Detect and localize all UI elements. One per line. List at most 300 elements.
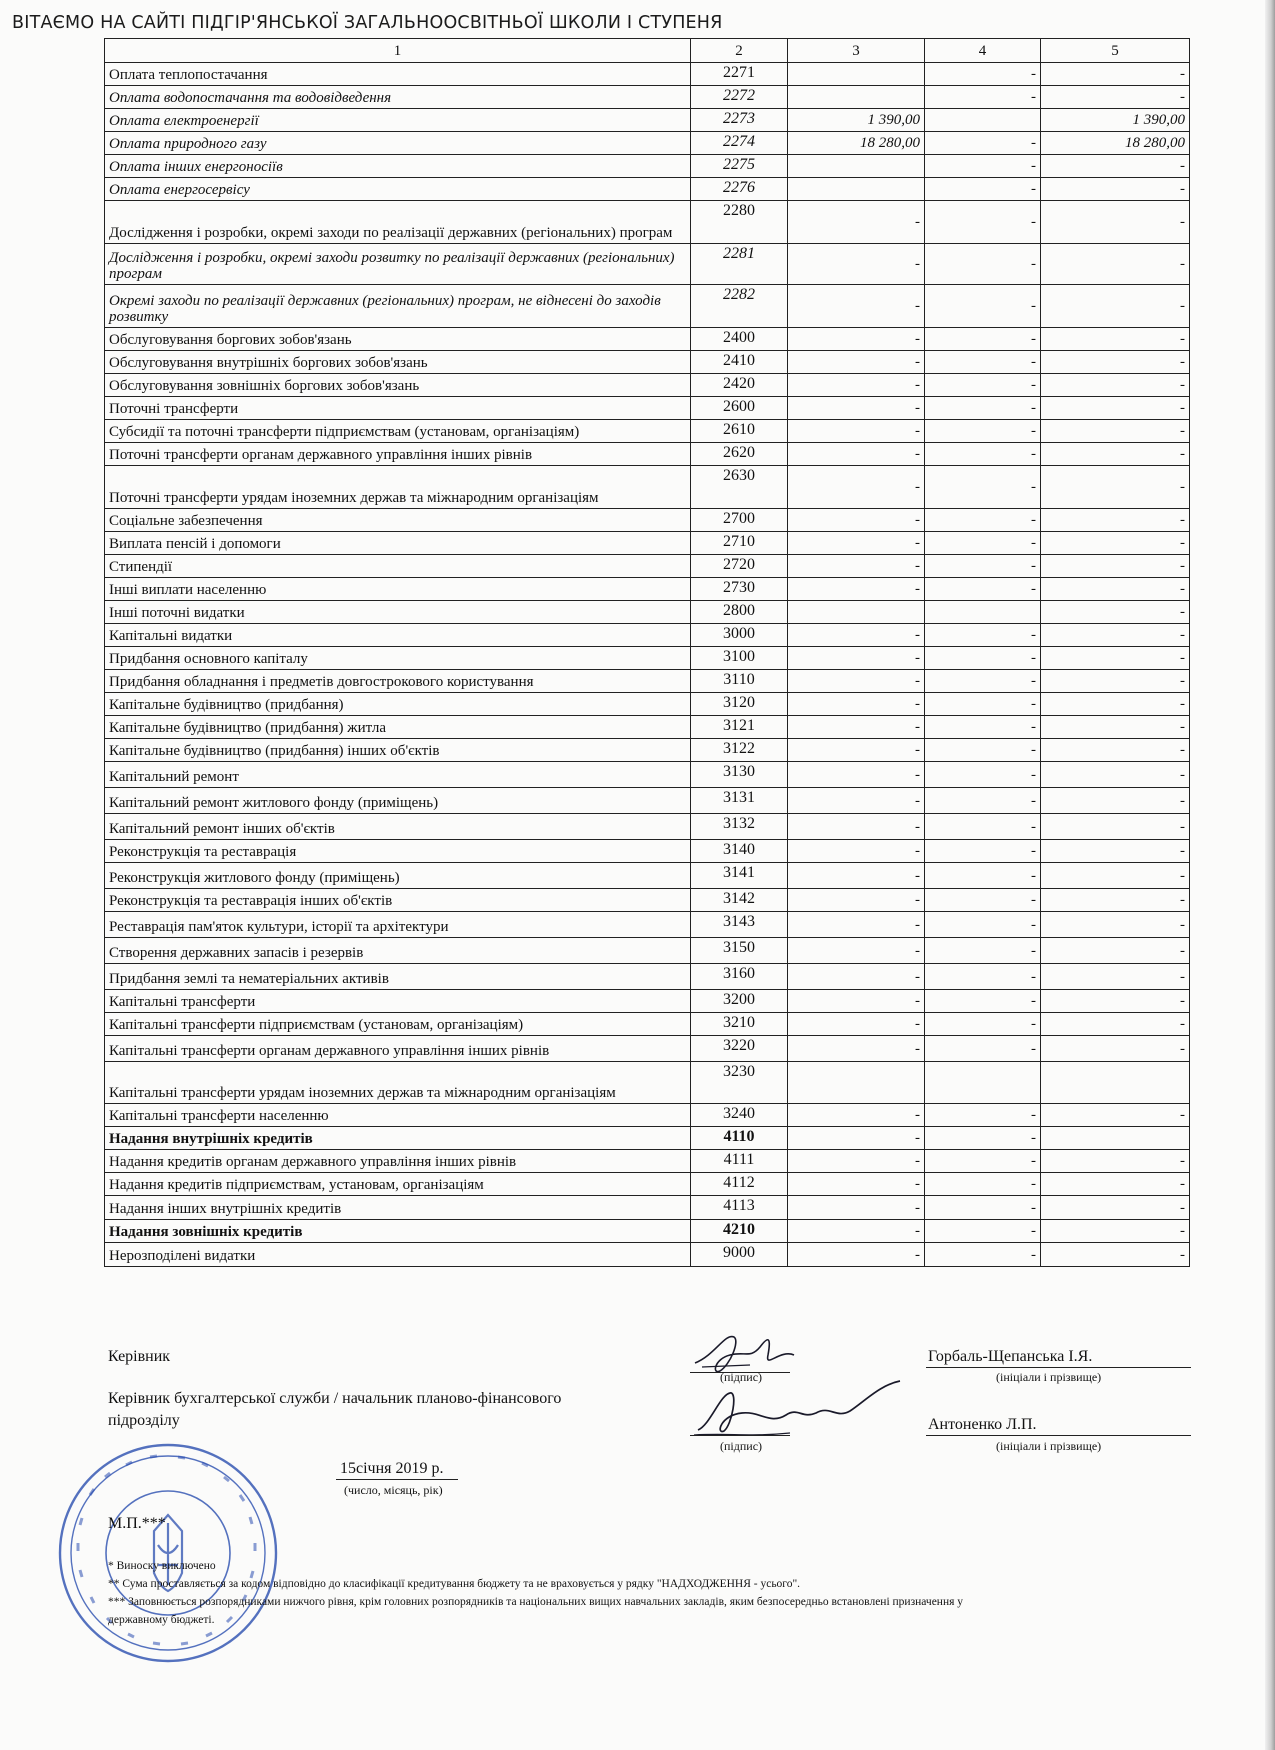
table-row	[105, 1173, 1190, 1196]
table-row	[105, 397, 1190, 420]
row-amount-col5: -	[1041, 328, 1190, 351]
row-amount-col4: -	[925, 374, 1041, 397]
column-header: 4	[925, 39, 1041, 63]
table-row	[105, 178, 1190, 201]
row-amount-col3: -	[788, 670, 925, 693]
row-code: 4113	[691, 1196, 788, 1220]
row-name: Оплата інших енергоносіїв	[105, 155, 691, 178]
row-amount-col3	[788, 63, 925, 86]
column-header: 3	[788, 39, 925, 63]
row-amount-col5: -	[1041, 788, 1190, 814]
row-amount-col5: -	[1041, 509, 1190, 532]
row-amount-col3: -	[788, 1104, 925, 1127]
table-row	[105, 443, 1190, 466]
row-amount-col3: -	[788, 739, 925, 762]
row-code: 3132	[691, 814, 788, 840]
row-name: Капітальне будівництво (придбання) інших об'єктів	[105, 739, 691, 762]
table-row	[105, 285, 1190, 328]
row-code: 3210	[691, 1013, 788, 1036]
row-code: 4110	[691, 1127, 788, 1150]
row-name: Дослідження і розробки, окремі заходи по реалізації державних (регіональних) програм	[105, 201, 691, 244]
row-code: 2272	[691, 86, 788, 109]
row-code: 3130	[691, 762, 788, 788]
row-name: Капітальні трансферти	[105, 990, 691, 1013]
footnote-2: ** Сума проставляється за кодом відповідно до класифікації кредитування бюджету та не враховується у рядку "НАДХОДЖЕННЯ - усього".	[108, 1578, 801, 1590]
row-amount-col4: -	[925, 509, 1041, 532]
row-name: Субсидії та поточні трансферти підприємствам (установам, організаціям)	[105, 420, 691, 443]
row-code: 2720	[691, 555, 788, 578]
row-amount-col4: -	[925, 647, 1041, 670]
row-code: 3160	[691, 964, 788, 990]
row-amount-col3	[788, 601, 925, 624]
table-row	[105, 739, 1190, 762]
table-row	[105, 555, 1190, 578]
table-row	[105, 578, 1190, 601]
report-date-line	[336, 1479, 458, 1480]
row-amount-col5: -	[1041, 670, 1190, 693]
row-amount-col4: -	[925, 693, 1041, 716]
row-amount-col3: -	[788, 374, 925, 397]
row-amount-col3: -	[788, 1013, 925, 1036]
row-amount-col3: -	[788, 1127, 925, 1150]
row-amount-col5: -	[1041, 63, 1190, 86]
row-code: 2630	[691, 466, 788, 509]
row-code: 2730	[691, 578, 788, 601]
row-amount-col4: -	[925, 624, 1041, 647]
row-amount-col3: -	[788, 990, 925, 1013]
row-amount-col5: -	[1041, 964, 1190, 990]
row-code: 3240	[691, 1104, 788, 1127]
column-header: 1	[105, 39, 691, 63]
stamp-place-label: М.П.***	[108, 1515, 166, 1532]
row-code: 2420	[691, 374, 788, 397]
row-amount-col4	[925, 109, 1041, 132]
row-amount-col4: -	[925, 1036, 1041, 1062]
row-amount-col4	[925, 1062, 1041, 1104]
table-row	[105, 990, 1190, 1013]
row-code: 2276	[691, 178, 788, 201]
table-row	[105, 938, 1190, 964]
row-code: 3120	[691, 693, 788, 716]
row-name: Стипендії	[105, 555, 691, 578]
page-edge-shadow	[1265, 0, 1275, 1750]
row-amount-col4: -	[925, 578, 1041, 601]
row-amount-col4: -	[925, 889, 1041, 912]
row-name: Надання кредитів підприємствам, установам, організаціям	[105, 1173, 691, 1196]
row-name: Поточні трансферти урядам іноземних держав та міжнародним організаціям	[105, 466, 691, 509]
row-amount-col4: -	[925, 990, 1041, 1013]
table-row	[105, 132, 1190, 155]
row-name: Реставрація пам'яток культури, історії та архітектури	[105, 912, 691, 938]
accountant-label-line2: підрозділу	[108, 1412, 180, 1429]
row-amount-col3: -	[788, 397, 925, 420]
row-name: Нерозподілені видатки	[105, 1243, 691, 1267]
row-name: Реконструкція та реставрація інших об'єктів	[105, 889, 691, 912]
row-amount-col4: -	[925, 762, 1041, 788]
row-code: 2400	[691, 328, 788, 351]
head-signature-caption: (підпис)	[720, 1370, 763, 1384]
report-date-caption: (число, місяць, рік)	[344, 1483, 443, 1497]
row-name: Капітальні трансферти підприємствам (установам, організаціям)	[105, 1013, 691, 1036]
row-amount-col5: -	[1041, 1036, 1190, 1062]
row-amount-col3: -	[788, 1036, 925, 1062]
row-amount-col4: -	[925, 443, 1041, 466]
table-row	[105, 1036, 1190, 1062]
row-amount-col3: -	[788, 762, 925, 788]
row-amount-col4: -	[925, 716, 1041, 739]
table-row	[105, 351, 1190, 374]
row-amount-col3: -	[788, 443, 925, 466]
row-amount-col4: -	[925, 397, 1041, 420]
row-name: Надання зовнішніх кредитів	[105, 1220, 691, 1243]
row-amount-col3: -	[788, 466, 925, 509]
row-amount-col4: -	[925, 555, 1041, 578]
row-amount-col5: -	[1041, 86, 1190, 109]
table-row	[105, 788, 1190, 814]
row-amount-col3: -	[788, 244, 925, 285]
row-amount-col3	[788, 155, 925, 178]
row-amount-col3: -	[788, 1196, 925, 1220]
row-amount-col5: -	[1041, 601, 1190, 624]
table-row	[105, 1220, 1190, 1243]
row-amount-col3: -	[788, 814, 925, 840]
row-amount-col5: -	[1041, 938, 1190, 964]
row-code: 3122	[691, 739, 788, 762]
table-row	[105, 670, 1190, 693]
row-name: Придбання обладнання і предметів довгострокового користування	[105, 670, 691, 693]
row-amount-col4: -	[925, 86, 1041, 109]
row-name: Інші виплати населенню	[105, 578, 691, 601]
head-name-line	[926, 1367, 1191, 1368]
row-amount-col5: -	[1041, 578, 1190, 601]
row-amount-col5: -	[1041, 178, 1190, 201]
row-amount-col4: -	[925, 532, 1041, 555]
accountant-signature-caption: (підпис)	[720, 1439, 763, 1453]
table-row	[105, 647, 1190, 670]
row-amount-col4: -	[925, 178, 1041, 201]
row-amount-col5: -	[1041, 351, 1190, 374]
row-amount-col5: -	[1041, 889, 1190, 912]
row-amount-col5: -	[1041, 624, 1190, 647]
row-amount-col5	[1041, 1062, 1190, 1104]
row-amount-col4: -	[925, 201, 1041, 244]
row-amount-col5: -	[1041, 647, 1190, 670]
row-code: 4112	[691, 1173, 788, 1196]
table-row	[105, 63, 1190, 86]
row-amount-col5: -	[1041, 155, 1190, 178]
row-amount-col3: -	[788, 912, 925, 938]
row-name: Реконструкція житлового фонду (приміщень)	[105, 863, 691, 889]
row-amount-col5	[1041, 1127, 1190, 1150]
row-amount-col5: -	[1041, 762, 1190, 788]
row-code: 2800	[691, 601, 788, 624]
row-name: Оплата природного газу	[105, 132, 691, 155]
row-code: 3142	[691, 889, 788, 912]
table-row	[105, 509, 1190, 532]
official-stamp	[50, 1435, 290, 1675]
row-amount-col5: -	[1041, 1013, 1190, 1036]
table-row	[105, 1104, 1190, 1127]
table-row	[105, 1013, 1190, 1036]
row-code: 2281	[691, 244, 788, 285]
row-code: 2275	[691, 155, 788, 178]
row-amount-col4	[925, 601, 1041, 624]
row-code: 2274	[691, 132, 788, 155]
row-amount-col3: -	[788, 693, 925, 716]
row-code: 2600	[691, 397, 788, 420]
row-name: Капітальні трансферти урядам іноземних держав та міжнародним організаціям	[105, 1062, 691, 1104]
table-row	[105, 624, 1190, 647]
row-name: Виплата пенсій і допомоги	[105, 532, 691, 555]
row-amount-col5: -	[1041, 1220, 1190, 1243]
row-amount-col3: -	[788, 1150, 925, 1173]
row-amount-col4: -	[925, 912, 1041, 938]
row-name: Придбання землі та нематеріальних активів	[105, 964, 691, 990]
row-amount-col3: -	[788, 509, 925, 532]
row-code: 3141	[691, 863, 788, 889]
row-amount-col5: -	[1041, 1196, 1190, 1220]
row-name: Інші поточні видатки	[105, 601, 691, 624]
table-row	[105, 109, 1190, 132]
row-name: Поточні трансферти органам державного управління інших рівнів	[105, 443, 691, 466]
row-amount-col4: -	[925, 1127, 1041, 1150]
row-amount-col5: -	[1041, 555, 1190, 578]
row-name: Створення державних запасів і резервів	[105, 938, 691, 964]
row-code: 4210	[691, 1220, 788, 1243]
row-name: Капітальний ремонт	[105, 762, 691, 788]
row-amount-col4: -	[925, 466, 1041, 509]
row-amount-col4: -	[925, 938, 1041, 964]
row-amount-col3	[788, 1062, 925, 1104]
row-name: Поточні трансферти	[105, 397, 691, 420]
row-amount-col5: -	[1041, 1173, 1190, 1196]
accountant-name-line	[926, 1435, 1191, 1436]
row-name: Обслуговування боргових зобов'язань	[105, 328, 691, 351]
row-amount-col5: -	[1041, 716, 1190, 739]
row-amount-col3: -	[788, 555, 925, 578]
row-amount-col4: -	[925, 670, 1041, 693]
row-amount-col4: -	[925, 244, 1041, 285]
row-amount-col5: -	[1041, 863, 1190, 889]
row-amount-col4: -	[925, 63, 1041, 86]
site-welcome-banner: ВІТАЄМО НА САЙТІ ПІДГІР'ЯНСЬКОЇ ЗАГАЛЬНООСВІТНЬОЇ ШКОЛИ І СТУПЕНЯ	[12, 13, 723, 33]
head-label: Керівник	[108, 1348, 171, 1365]
table-row	[105, 762, 1190, 788]
row-amount-col4: -	[925, 351, 1041, 374]
accountant-name: Антоненко Л.П.	[928, 1416, 1037, 1433]
row-name: Капітальне будівництво (придбання) житла	[105, 716, 691, 739]
row-name: Дослідження і розробки, окремі заходи розвитку по реалізації державних (регіональних) програм	[105, 244, 691, 285]
row-amount-col3: -	[788, 420, 925, 443]
row-amount-col3: -	[788, 532, 925, 555]
head-name: Горбаль-Щепанська І.Я.	[928, 1348, 1093, 1365]
row-name: Капітальний ремонт житлового фонду (приміщень)	[105, 788, 691, 814]
table-row	[105, 1196, 1190, 1220]
row-amount-col5: -	[1041, 244, 1190, 285]
row-amount-col3: 1 390,00	[788, 109, 925, 132]
table-row	[105, 693, 1190, 716]
row-amount-col5: -	[1041, 374, 1190, 397]
row-amount-col5: -	[1041, 443, 1190, 466]
row-amount-col5: -	[1041, 397, 1190, 420]
column-header: 2	[691, 39, 788, 63]
row-amount-col4: -	[925, 1220, 1041, 1243]
row-amount-col3: -	[788, 716, 925, 739]
footnote-1: * Виноску виключено	[108, 1560, 216, 1572]
row-amount-col3: -	[788, 624, 925, 647]
accountant-name-caption: (ініціали і прізвище)	[996, 1439, 1102, 1453]
table-row	[105, 374, 1190, 397]
row-amount-col5: -	[1041, 840, 1190, 863]
row-amount-col4: -	[925, 863, 1041, 889]
row-code: 3143	[691, 912, 788, 938]
table-row	[105, 889, 1190, 912]
row-code: 9000	[691, 1243, 788, 1267]
row-code: 3000	[691, 624, 788, 647]
table-row	[105, 155, 1190, 178]
row-amount-col4: -	[925, 1173, 1041, 1196]
row-name: Надання інших внутрішніх кредитів	[105, 1196, 691, 1220]
row-amount-col5: -	[1041, 814, 1190, 840]
row-amount-col3: -	[788, 863, 925, 889]
row-amount-col3	[788, 178, 925, 201]
row-name: Капітальні видатки	[105, 624, 691, 647]
row-amount-col4: -	[925, 1104, 1041, 1127]
table-row	[105, 1150, 1190, 1173]
row-name: Капітальні трансферти органам державного управління інших рівнів	[105, 1036, 691, 1062]
row-code: 2273	[691, 109, 788, 132]
table-row	[105, 964, 1190, 990]
row-amount-col4: -	[925, 1013, 1041, 1036]
row-amount-col3: -	[788, 328, 925, 351]
row-amount-col3: -	[788, 647, 925, 670]
row-amount-col5: -	[1041, 201, 1190, 244]
row-name: Капітальне будівництво (придбання)	[105, 693, 691, 716]
row-amount-col3: -	[788, 351, 925, 374]
row-amount-col5: -	[1041, 420, 1190, 443]
row-name: Реконструкція та реставрація	[105, 840, 691, 863]
row-name: Оплата теплопостачання	[105, 63, 691, 86]
row-name: Обслуговування зовнішніх боргових зобов'язань	[105, 374, 691, 397]
head-name-caption: (ініціали і прізвище)	[996, 1370, 1102, 1384]
table-row	[105, 840, 1190, 863]
row-amount-col5: -	[1041, 532, 1190, 555]
row-code: 4111	[691, 1150, 788, 1173]
row-amount-col3: -	[788, 889, 925, 912]
row-amount-col5: -	[1041, 1150, 1190, 1173]
row-amount-col3: -	[788, 201, 925, 244]
row-amount-col5: -	[1041, 285, 1190, 328]
table-row	[105, 601, 1190, 624]
row-code: 3121	[691, 716, 788, 739]
accountant-signature-line	[690, 1435, 790, 1436]
row-amount-col5: 1 390,00	[1041, 109, 1190, 132]
row-amount-col4: -	[925, 1196, 1041, 1220]
table-row	[105, 201, 1190, 244]
table-row	[105, 814, 1190, 840]
row-code: 3140	[691, 840, 788, 863]
row-name: Надання кредитів органам державного управління інших рівнів	[105, 1150, 691, 1173]
report-date: 15січня 2019 р.	[340, 1460, 444, 1477]
row-code: 2280	[691, 201, 788, 244]
expenditure-table	[104, 38, 1190, 1267]
row-amount-col4: -	[925, 840, 1041, 863]
row-amount-col3: -	[788, 788, 925, 814]
table-row	[105, 86, 1190, 109]
row-code: 2610	[691, 420, 788, 443]
row-amount-col4: -	[925, 964, 1041, 990]
row-code: 3150	[691, 938, 788, 964]
row-amount-col4: -	[925, 285, 1041, 328]
table-row	[105, 420, 1190, 443]
row-amount-col4: -	[925, 132, 1041, 155]
row-code: 2282	[691, 285, 788, 328]
column-header: 5	[1041, 39, 1190, 63]
row-amount-col4: -	[925, 814, 1041, 840]
row-amount-col5: -	[1041, 1104, 1190, 1127]
row-amount-col3: -	[788, 964, 925, 990]
row-code: 3230	[691, 1062, 788, 1104]
table-row	[105, 1062, 1190, 1104]
accountant-label: Керівник бухгалтерської служби / начальник планово-фінансового	[108, 1390, 562, 1407]
row-name: Капітальний ремонт інших об'єктів	[105, 814, 691, 840]
table-row	[105, 532, 1190, 555]
row-amount-col3: -	[788, 1173, 925, 1196]
row-code: 2271	[691, 63, 788, 86]
row-code: 2700	[691, 509, 788, 532]
row-amount-col4: -	[925, 739, 1041, 762]
row-code: 2710	[691, 532, 788, 555]
row-amount-col5: -	[1041, 739, 1190, 762]
row-name: Оплата водопостачання та водовідведення	[105, 86, 691, 109]
row-code: 2410	[691, 351, 788, 374]
row-amount-col5: -	[1041, 1243, 1190, 1267]
row-amount-col5: -	[1041, 693, 1190, 716]
table-row	[105, 1127, 1190, 1150]
row-amount-col4: -	[925, 420, 1041, 443]
table-row	[105, 466, 1190, 509]
row-amount-col3: -	[788, 1220, 925, 1243]
row-amount-col5: -	[1041, 466, 1190, 509]
row-code: 3200	[691, 990, 788, 1013]
row-amount-col3: -	[788, 578, 925, 601]
row-amount-col4: -	[925, 1150, 1041, 1173]
row-name: Придбання основного капіталу	[105, 647, 691, 670]
row-code: 3100	[691, 647, 788, 670]
row-name: Оплата електроенергії	[105, 109, 691, 132]
row-code: 3220	[691, 1036, 788, 1062]
row-name: Обслуговування внутрішніх боргових зобов'язань	[105, 351, 691, 374]
row-code: 3131	[691, 788, 788, 814]
table-row	[105, 328, 1190, 351]
footnote-3-continued: державному бюджеті.	[108, 1614, 215, 1626]
row-code: 2620	[691, 443, 788, 466]
footnote-3: *** Заповнюється розпорядниками нижчого рівня, крім головних розпорядників та національних вищих навчальних закладів, яким безпосередньо встановлені призначення у	[108, 1596, 964, 1608]
row-code: 3110	[691, 670, 788, 693]
row-amount-col4: -	[925, 1243, 1041, 1267]
row-amount-col4: -	[925, 788, 1041, 814]
row-name: Надання внутрішніх кредитів	[105, 1127, 691, 1150]
table-row	[105, 863, 1190, 889]
row-amount-col5: -	[1041, 912, 1190, 938]
table-row	[105, 244, 1190, 285]
row-amount-col4: -	[925, 328, 1041, 351]
row-name: Оплата енергосервісу	[105, 178, 691, 201]
row-amount-col3: -	[788, 285, 925, 328]
table-row	[105, 912, 1190, 938]
row-name: Капітальні трансферти населенню	[105, 1104, 691, 1127]
row-amount-col3: 18 280,00	[788, 132, 925, 155]
